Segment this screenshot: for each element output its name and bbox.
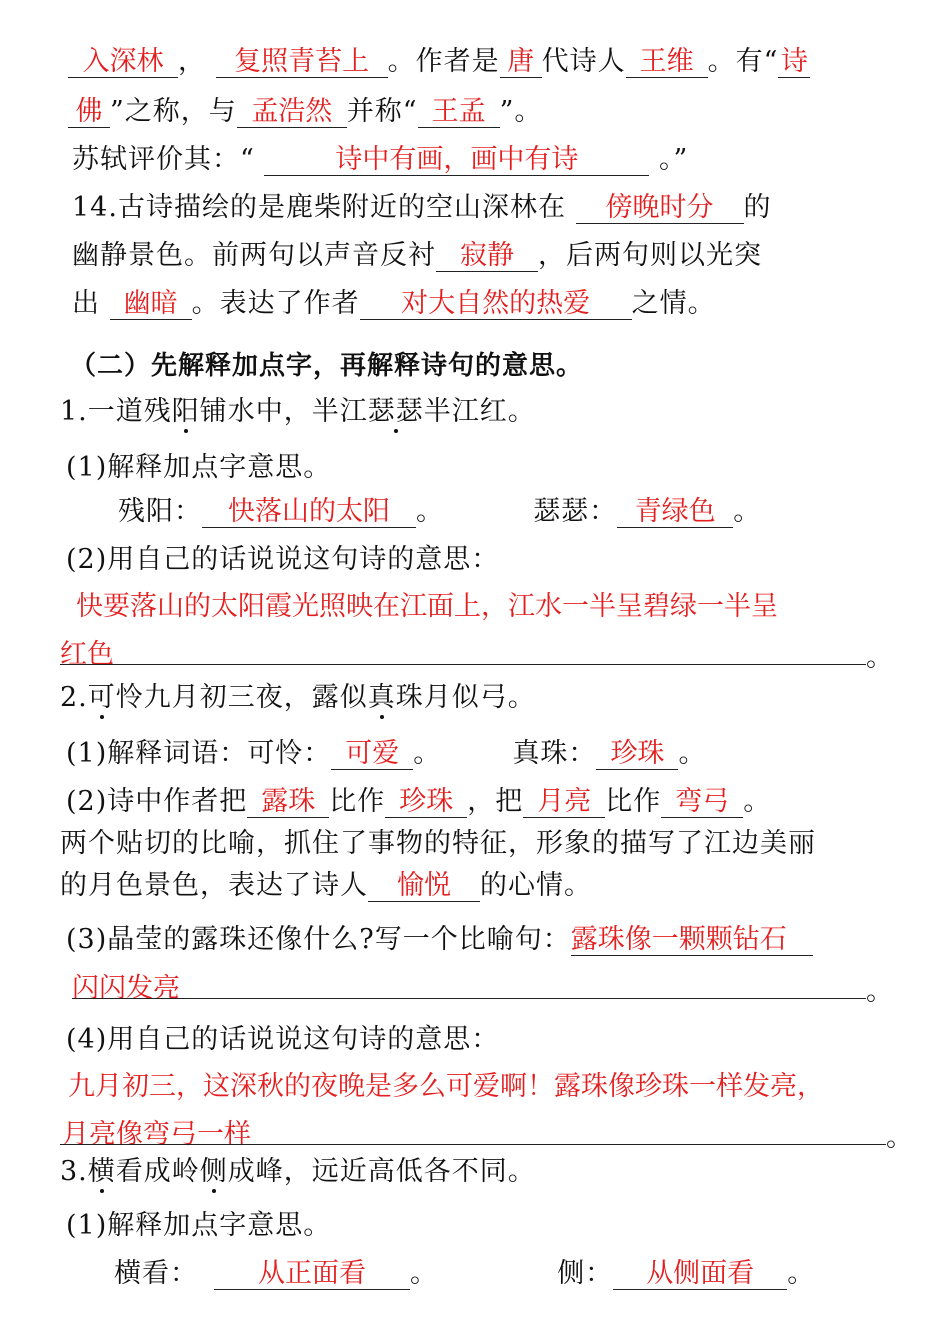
- answer-blank[interactable]: 复照青苔上: [216, 47, 388, 78]
- answer-blank[interactable]: 从正面看: [214, 1259, 410, 1290]
- answer-blank[interactable]: 珍珠: [596, 739, 678, 770]
- period: 。: [866, 642, 894, 673]
- answer-rule: [72, 998, 866, 999]
- q2-answer-line1: 九月初三，这深秋的夜晚是多么可爱啊！露珠像珍珠一样发亮，: [68, 1071, 824, 1102]
- dotted-char: 侧: [199, 1156, 228, 1187]
- q14-line2: 幽静景色。前两句以声音反衬 寂静 ，后两句则以光突: [72, 240, 762, 271]
- q14-line3: 出 幽暗 。表达了作者 对大自然的热爱 之情。: [72, 288, 716, 319]
- answer-blank[interactable]: 弯弓: [661, 787, 743, 818]
- q3-words: 横看： 从正面看 。 侧： 从侧面看 。: [114, 1258, 816, 1289]
- answer-blank[interactable]: 露珠: [247, 787, 329, 818]
- answer-blank[interactable]: 珍珠: [385, 787, 467, 818]
- answer-blank[interactable]: 傍晚时分: [576, 193, 744, 224]
- section-heading: （二）先解释加点字，再解释诗句的意思。: [70, 351, 584, 381]
- answer-blank[interactable]: 幽暗: [110, 289, 192, 320]
- q2-sub3-answer-line2: 闪闪发亮: [72, 973, 180, 1004]
- s13-line2: 佛 ”之称，与 孟浩然 并称“ 王孟 ”。: [68, 94, 542, 130]
- s13-line3: 苏轼评价其：“ 诗中有画，画中有诗 。”: [72, 144, 689, 175]
- dotted-char: 瑟瑟: [367, 396, 424, 427]
- answer-blank[interactable]: 对大自然的热爱: [360, 289, 632, 320]
- answer-blank[interactable]: 诗: [778, 47, 810, 78]
- dotted-char: 阳: [171, 396, 200, 427]
- q2-sub2: (2)诗中作者把 露珠 比作 珍珠 ，把 月亮 比作 弯弓 。: [66, 786, 772, 817]
- answer-rule: [60, 664, 866, 665]
- answer-blank[interactable]: 青绿色: [617, 497, 733, 528]
- period: 。: [886, 1122, 914, 1153]
- dotted-char: 横: [87, 1156, 116, 1187]
- answer-blank[interactable]: 快落山的太阳: [202, 497, 416, 528]
- q2-paragraph-line1: 两个贴切的比喻，抓住了事物的特征，形象的描写了江边美丽: [60, 828, 816, 859]
- answer-blank[interactable]: 从侧面看: [613, 1259, 787, 1290]
- answer-blank[interactable]: 王孟: [418, 97, 500, 128]
- answer-rule: [60, 1144, 886, 1145]
- dotted-char: 可: [87, 682, 116, 713]
- q2-paragraph-line2: 的月色景色，表达了诗人 愉悦 的心情。: [60, 870, 592, 901]
- answer-blank[interactable]: 可爱: [331, 739, 413, 770]
- answer-blank[interactable]: 诗中有画，画中有诗: [264, 145, 649, 176]
- answer-blank[interactable]: 愉悦: [368, 871, 480, 902]
- s13-line1: 入深林 ， 复照青苔上 。作者是 唐 代诗人 王维 。有“诗: [68, 44, 810, 80]
- answer-blank[interactable]: 入深林: [68, 47, 178, 78]
- q2-sub1: (1)解释词语：可怜： 可爱 。 真珠： 珍珠 。: [66, 738, 707, 769]
- period: 。: [866, 976, 894, 1007]
- answer-blank[interactable]: 月亮: [523, 787, 605, 818]
- answer-blank[interactable]: 佛: [68, 97, 110, 128]
- answer-blank[interactable]: 寂静: [436, 241, 538, 272]
- q1-poem: 1.一道残阳铺水中，半江瑟瑟半江红。: [60, 396, 536, 427]
- q1-answer-line2: 红色: [60, 639, 114, 670]
- answer-blank[interactable]: 唐: [500, 47, 542, 78]
- q3-sub1: (1)解释加点字意思。: [66, 1210, 332, 1241]
- q1-sub1: (1)解释加点字意思。: [66, 452, 332, 483]
- answer-blank[interactable]: 露珠像一颗颗钻石: [571, 925, 813, 956]
- q2-sub3: (3)晶莹的露珠还像什么?写一个比喻句：露珠像一颗颗钻石: [66, 922, 813, 958]
- q3-poem: 3.横看成岭侧成峰，远近高低各不同。: [60, 1156, 536, 1187]
- q14-line1: 14.古诗描绘的是鹿柴附近的空山深林在 傍晚时分 的: [72, 192, 772, 223]
- q1-words: 残阳： 快落山的太阳 。 瑟瑟： 青绿色 。: [118, 496, 762, 527]
- q2-sub4: (4)用自己的话说说这句诗的意思：: [66, 1024, 500, 1055]
- q1-answer-line1: 快要落山的太阳霞光照映在江面上，江水一半呈碧绿一半呈: [76, 591, 778, 622]
- q1-sub2: (2)用自己的话说说这句诗的意思：: [66, 544, 500, 575]
- dotted-char: 真: [367, 682, 396, 713]
- answer-blank[interactable]: 王维: [626, 47, 708, 78]
- answer-blank[interactable]: 孟浩然: [237, 97, 347, 128]
- q2-poem: 2.可怜九月初三夜，露似真珠月似弓。: [60, 682, 536, 713]
- q2-answer-line2: 月亮像弯弓一样: [62, 1119, 251, 1150]
